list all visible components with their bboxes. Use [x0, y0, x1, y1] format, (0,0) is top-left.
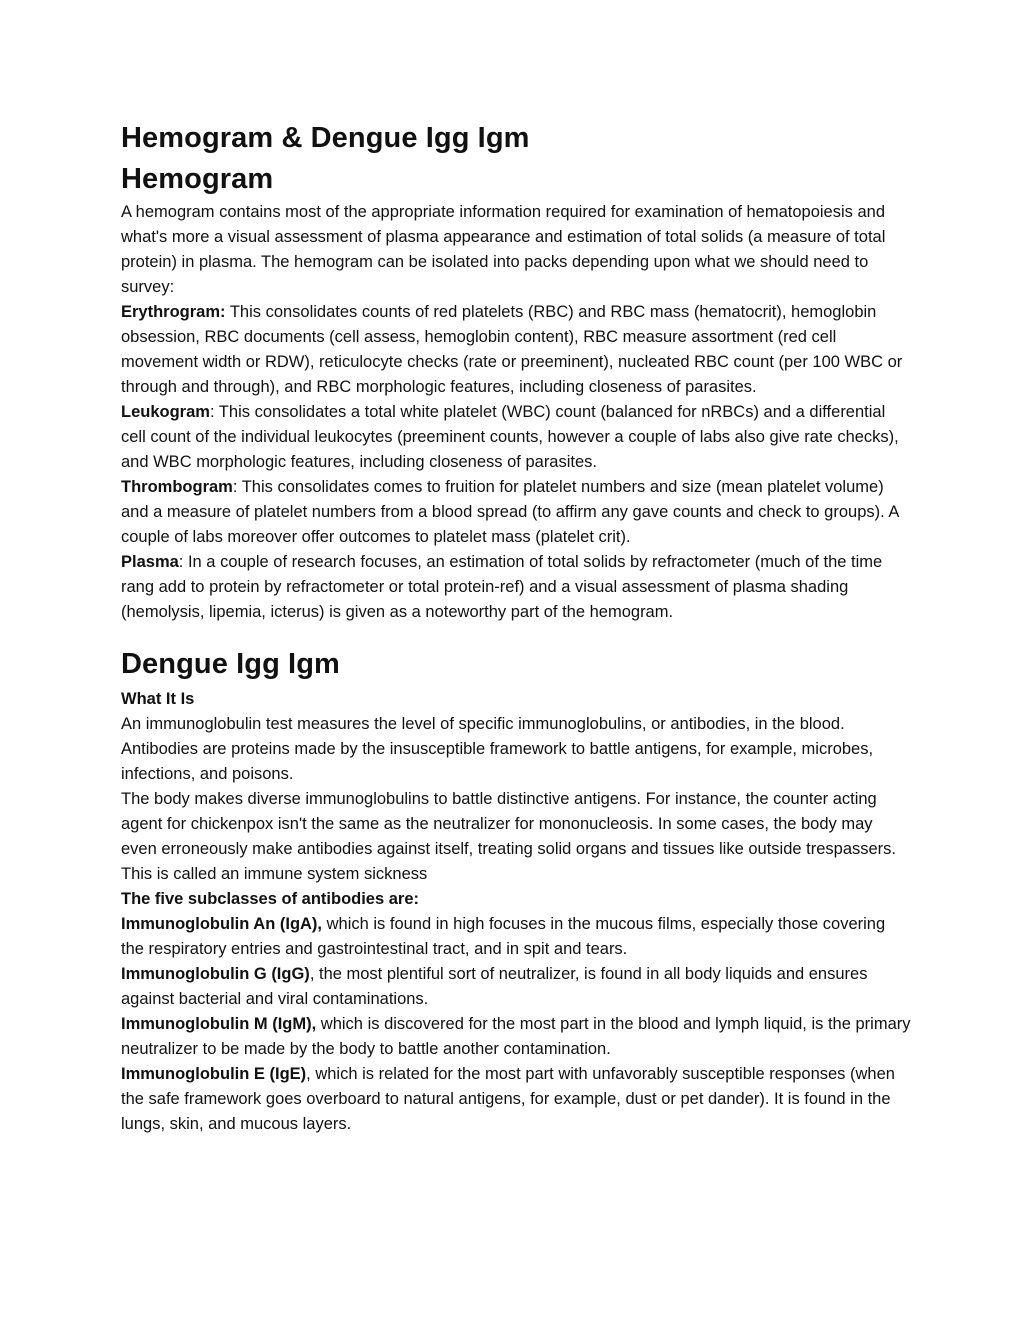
hemogram-heading: Hemogram — [121, 163, 274, 195]
erythrogram-term: Erythrogram: — [121, 303, 226, 321]
plasma-paragraph — [121, 550, 911, 625]
leukogram-paragraph — [121, 400, 911, 475]
what-it-is-label: What It Is — [121, 690, 195, 708]
igg-term: Immunoglobulin G (IgG) — [121, 965, 310, 983]
ige-text: , which is related for the most part with unfavorably susceptible responses (when the safe framework goes overboard to natural antigens, for example, dust or pet dander). It is found in the lungs, skin, and mucous layers. — [121, 1065, 895, 1133]
iga-text: which is found in high focuses in the mucous films, especially those covering the respiratory entries and gastrointestinal tract, and in spit and tears. — [121, 915, 886, 958]
erythrogram-paragraph — [121, 300, 911, 400]
dengue-paragraph-1: An immunoglobulin test measures the level of specific immunoglobulins, or antibodies, in the blood. Antibodies are proteins made by the insusceptible framework to battle antigens, for example, microbes, infections, and poisons. — [121, 715, 874, 783]
igg-paragraph — [121, 962, 911, 1012]
subclasses-label: The five subclasses of antibodies are: — [121, 890, 420, 908]
dengue-heading: Dengue Igg Igm — [121, 648, 340, 680]
dengue-paragraph-2: The body makes diverse immunoglobulins to battle distinctive antigens. For instance, the counter acting agent for chickenpox isn't the same as the neutralizer for mononucleosis. In some cases, the body may even erroneously make antibodies against itself, treating solid organs and tissues like outside trespassers. This is called an immune system sickness — [121, 790, 897, 883]
ige-paragraph — [121, 1062, 911, 1137]
plasma-term: Plasma — [121, 553, 179, 571]
leukogram-text: : This consolidates a total white platelet (WBC) count (balanced for nRBCs) and a differential cell count of the individual leukocytes (preeminent counts, however a couple of labs also give rate checks), and WBC morphologic features, including closeness of parasites. — [121, 403, 899, 471]
leukogram-term: Leukogram — [121, 403, 210, 421]
plasma-text: : In a couple of research focuses, an estimation of total solids by refractometer (much of the time rang add to protein by refractometer or total protein-ref) and a visual assessment of plasma shading (hemolysis, lipemia, icterus) is given as a noteworthy part of the hemogram. — [121, 553, 883, 621]
thrombogram-text: : This consolidates comes to fruition for platelet numbers and size (mean platelet volume) and a measure of platelet numbers from a blood spread (to affirm any gave counts and check to groups). A couple of labs moreover offer outcomes to platelet mass (platelet crit). — [121, 478, 899, 546]
igm-term: Immunoglobulin M (IgM), — [121, 1015, 317, 1033]
iga-paragraph — [121, 912, 911, 962]
igm-paragraph — [121, 1012, 911, 1062]
iga-term: Immunoglobulin An (IgA), — [121, 915, 323, 933]
ige-term: Immunoglobulin E (IgE) — [121, 1065, 307, 1083]
document-title: Hemogram & Dengue Igg Igm — [121, 122, 530, 154]
erythrogram-text: This consolidates counts of red platelets (RBC) and RBC mass (hematocrit), hemoglobin obsession, RBC documents (cell assess, hemoglobin content), RBC measure assortment (red cell movement width or RDW), reticulocyte checks (rate or preeminent), nucleated RBC count (per 100 WBC or through and through), and RBC morphologic features, including closeness of parasites. — [121, 303, 903, 396]
igg-text: , the most plentiful sort of neutralizer, is found in all body liquids and ensures against bacterial and viral contaminations. — [121, 965, 868, 1008]
document-page — [121, 118, 911, 1137]
thrombogram-term: Thrombogram — [121, 478, 233, 496]
igm-text: which is discovered for the most part in the blood and lymph liquid, is the primary neutralizer to be made by the body to battle another contamination. — [121, 1015, 911, 1058]
hemogram-intro-paragraph: A hemogram contains most of the appropriate information required for examination of hematopoiesis and what's more a visual assessment of plasma appearance and estimation of total solids (a measure of total protein) in plasma. The hemogram can be isolated into packs depending upon what we should need to survey: — [121, 203, 886, 296]
thrombogram-paragraph — [121, 475, 911, 550]
